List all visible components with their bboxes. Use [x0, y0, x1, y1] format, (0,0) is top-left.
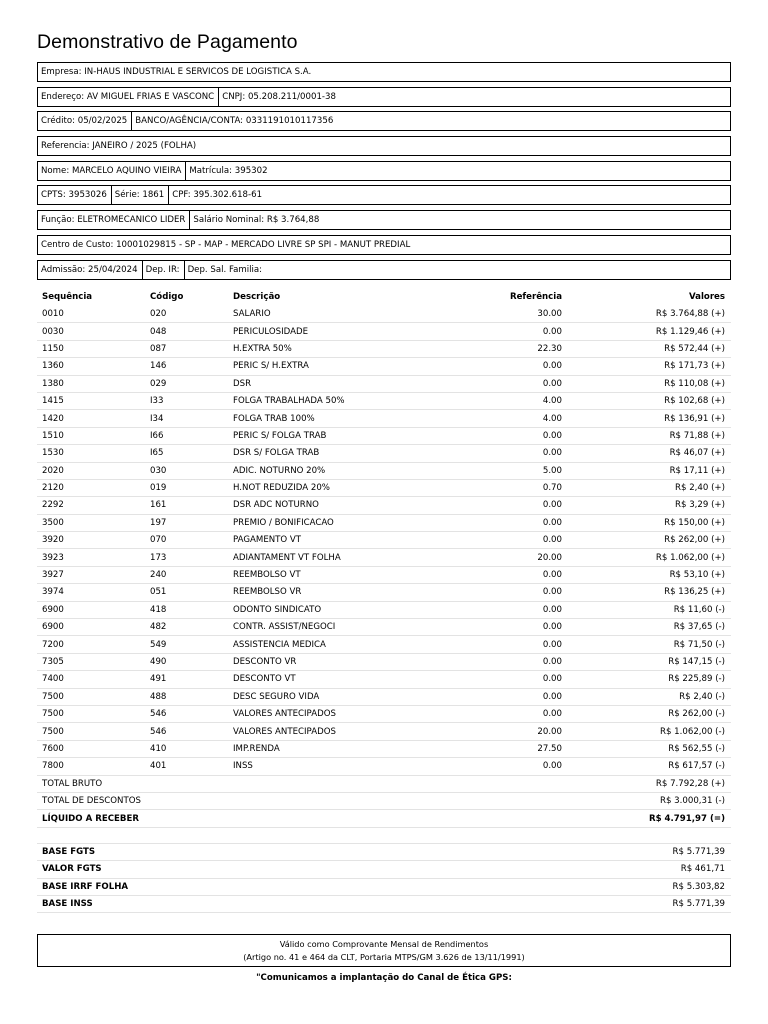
value-cell: R$ 225,89 (-) [568, 671, 731, 688]
description-cell: ADIANTAMENT VT FOLHA [228, 549, 438, 566]
table-row [37, 653, 731, 670]
footer-line-1: Válido como Comprovante Mensal de Rendimentos [279, 939, 489, 949]
description-cell: DESC SEGURO VIDA [228, 688, 438, 705]
sequence-cell: 1530 [37, 445, 145, 462]
base-value: R$ 461,71 [568, 861, 731, 878]
value-cell: R$ 102,68 (+) [568, 392, 731, 409]
description-cell: DSR ADC NOTURNO [228, 497, 438, 514]
sequence-cell: 7500 [37, 688, 145, 705]
value-cell: R$ 171,73 (+) [568, 358, 731, 375]
description-cell: INSS [228, 758, 438, 775]
total-deductions-label: TOTAL DE DESCONTOS [37, 792, 228, 809]
code-cell: 418 [145, 601, 228, 618]
sequence-cell: 2120 [37, 479, 145, 496]
sequence-cell: 6900 [37, 619, 145, 636]
value-cell: R$ 1.062,00 (-) [568, 723, 731, 740]
total-deductions-row [37, 792, 731, 809]
description-cell: FOLGA TRAB 100% [228, 410, 438, 427]
description-cell: DESCONTO VR [228, 653, 438, 670]
reference-cell: 0.00 [438, 323, 568, 340]
table-row [37, 566, 731, 583]
base-row [37, 843, 731, 860]
reference-cell: 4.00 [438, 392, 568, 409]
base-value: R$ 5.771,39 [568, 895, 731, 912]
description-cell: ADIC. NOTURNO 20% [228, 462, 438, 479]
sequence-cell: 2020 [37, 462, 145, 479]
column-code: Código [150, 291, 184, 302]
description-cell: REEMBOLSO VT [228, 566, 438, 583]
value-cell: R$ 136,91 (+) [568, 410, 731, 427]
table-row [37, 445, 731, 462]
job-function: Função: ELETROMECANICO LIDER [38, 211, 190, 229]
value-cell: R$ 71,88 (+) [568, 427, 731, 444]
value-cell: R$ 562,55 (-) [568, 740, 731, 757]
ctps: CPTS: 3953026 [38, 186, 112, 204]
column-sequence: Sequência [42, 291, 93, 302]
code-cell: I66 [145, 427, 228, 444]
description-cell: DESCONTO VT [228, 671, 438, 688]
value-cell: R$ 2,40 (-) [568, 688, 731, 705]
ethics-notice: "Comunicamos a implantação do Canal de Ética GPS: [256, 973, 512, 983]
value-cell: R$ 262,00 (-) [568, 705, 731, 722]
credit-box [37, 111, 731, 131]
nominal-salary: Salário Nominal: R$ 3.764,88 [193, 215, 320, 225]
base-label: VALOR FGTS [37, 861, 228, 878]
code-cell: 410 [145, 740, 228, 757]
base-row [37, 861, 731, 878]
payslip-table [37, 287, 731, 913]
cost-center-box [37, 235, 731, 255]
value-cell: R$ 262,00 (+) [568, 532, 731, 549]
value-cell: R$ 53,10 (+) [568, 566, 731, 583]
code-cell: 161 [145, 497, 228, 514]
code-cell: 491 [145, 671, 228, 688]
cpf: CPF: 395.302.618-61 [172, 190, 263, 200]
dependents-family: Dep. Sal. Familia: [187, 265, 263, 275]
sequence-cell: 3927 [37, 566, 145, 583]
sequence-cell: 0030 [37, 323, 145, 340]
reference-cell: 20.00 [438, 723, 568, 740]
sequence-cell: 7500 [37, 723, 145, 740]
code-cell: I65 [145, 445, 228, 462]
sequence-cell: 7200 [37, 636, 145, 653]
column-values: Valores [688, 291, 725, 302]
table-row [37, 358, 731, 375]
code-cell: 546 [145, 705, 228, 722]
reference-cell: 0.00 [438, 619, 568, 636]
sequence-cell: 1510 [37, 427, 145, 444]
table-row [37, 497, 731, 514]
sequence-cell: 1360 [37, 358, 145, 375]
code-cell: 173 [145, 549, 228, 566]
column-description: Descrição [233, 291, 281, 302]
description-cell: DSR [228, 375, 438, 392]
registration: Matrícula: 395302 [189, 166, 268, 176]
reference-cell: 0.00 [438, 445, 568, 462]
table-row [37, 723, 731, 740]
total-gross-row [37, 775, 731, 792]
description-cell: ASSISTENCIA MEDICA [228, 636, 438, 653]
code-cell: 087 [145, 340, 228, 357]
sequence-cell: 3974 [37, 584, 145, 601]
value-cell: R$ 150,00 (+) [568, 514, 731, 531]
base-value: R$ 5.303,82 [568, 878, 731, 895]
sequence-cell: 3500 [37, 514, 145, 531]
code-cell: 546 [145, 723, 228, 740]
sequence-cell: 7600 [37, 740, 145, 757]
net-pay-row [37, 810, 731, 827]
table-header [37, 287, 731, 306]
reference-cell: 0.00 [438, 566, 568, 583]
code-cell: 240 [145, 566, 228, 583]
value-cell: R$ 1.062,00 (+) [568, 549, 731, 566]
code-cell: I33 [145, 392, 228, 409]
serie: Série: 1861 [112, 186, 169, 204]
sequence-cell: 3920 [37, 532, 145, 549]
reference-cell: 0.00 [438, 705, 568, 722]
description-cell: CONTR. ASSIST/NEGOCI [228, 619, 438, 636]
reference-cell: 0.00 [438, 514, 568, 531]
value-cell: R$ 71,50 (-) [568, 636, 731, 653]
reference-cell: 0.00 [438, 497, 568, 514]
base-value: R$ 5.771,39 [568, 843, 731, 860]
sequence-cell: 0010 [37, 306, 145, 323]
description-cell: ODONTO SINDICATO [228, 601, 438, 618]
description-cell: H.EXTRA 50% [228, 340, 438, 357]
reference-cell: 20.00 [438, 549, 568, 566]
table-row [37, 306, 731, 323]
bank-account: BANCO/AGÊNCIA/CONTA: 0331191010117356 [135, 116, 334, 126]
legal-footer [37, 934, 731, 967]
table-row [37, 758, 731, 775]
sequence-cell: 3923 [37, 549, 145, 566]
net-pay-value: R$ 4.791,97 (=) [568, 810, 731, 827]
table-row [37, 601, 731, 618]
reference-cell: 0.00 [438, 671, 568, 688]
description-cell: VALORES ANTECIPADOS [228, 723, 438, 740]
value-cell: R$ 3,29 (+) [568, 497, 731, 514]
reference: Referencia: JANEIRO / 2025 (FOLHA) [41, 141, 197, 151]
description-cell: PERICULOSIDADE [228, 323, 438, 340]
table-row [37, 584, 731, 601]
employee-name: Nome: MARCELO AQUINO VIEIRA [38, 162, 186, 180]
table-row [37, 427, 731, 444]
code-cell: 401 [145, 758, 228, 775]
sequence-cell: 7305 [37, 653, 145, 670]
sequence-cell: 6900 [37, 601, 145, 618]
reference-cell: 0.00 [438, 636, 568, 653]
description-cell: VALORES ANTECIPADOS [228, 705, 438, 722]
value-cell: R$ 110,08 (+) [568, 375, 731, 392]
net-pay-label: LÍQUIDO A RECEBER [37, 810, 228, 827]
sequence-cell: 1415 [37, 392, 145, 409]
value-cell: R$ 2,40 (+) [568, 479, 731, 496]
code-cell: 070 [145, 532, 228, 549]
reference-box [37, 136, 731, 156]
code-cell: 197 [145, 514, 228, 531]
code-cell: 030 [145, 462, 228, 479]
value-cell: R$ 136,25 (+) [568, 584, 731, 601]
description-cell: FOLGA TRABALHADA 50% [228, 392, 438, 409]
description-cell: REEMBOLSO VR [228, 584, 438, 601]
reference-cell: 0.00 [438, 375, 568, 392]
sequence-cell: 1380 [37, 375, 145, 392]
company-name: Empresa: IN-HAUS INDUSTRIAL E SERVICOS DE LOGISTICA S.A. [41, 67, 312, 77]
value-cell: R$ 1.129,46 (+) [568, 323, 731, 340]
reference-cell: 0.00 [438, 532, 568, 549]
function-box [37, 210, 731, 230]
footer-line-2: (Artigo no. 41 e 464 da CLT, Portaria MTPS/GM 3.626 de 13/11/1991) [243, 951, 525, 962]
code-cell: 482 [145, 619, 228, 636]
code-cell: 048 [145, 323, 228, 340]
reference-cell: 0.00 [438, 758, 568, 775]
total-gross-value: R$ 7.792,28 (+) [568, 775, 731, 792]
employee-box [37, 161, 731, 181]
reference-cell: 4.00 [438, 410, 568, 427]
admission-date: Admissão: 25/04/2024 [38, 261, 143, 279]
address-box [37, 87, 731, 107]
reference-cell: 0.00 [438, 427, 568, 444]
reference-cell: 0.00 [438, 688, 568, 705]
reference-cell: 0.70 [438, 479, 568, 496]
base-label: BASE IRRF FOLHA [37, 878, 228, 895]
description-cell: DSR S/ FOLGA TRAB [228, 445, 438, 462]
code-cell: 146 [145, 358, 228, 375]
description-cell: PREMIO / BONIFICACAO [228, 514, 438, 531]
reference-cell: 0.00 [438, 653, 568, 670]
cost-center: Centro de Custo: 10001029815 - SP - MAP - MERCADO LIVRE SP SPI - MANUT PREDIAL [41, 240, 411, 250]
reference-cell: 27.50 [438, 740, 568, 757]
table-row [37, 532, 731, 549]
table-row [37, 671, 731, 688]
table-row [37, 375, 731, 392]
table-row [37, 410, 731, 427]
admission-box [37, 260, 731, 280]
column-reference: Referência [509, 291, 562, 302]
dependents-ir: Dep. IR: [143, 261, 185, 279]
code-cell: 019 [145, 479, 228, 496]
code-cell: 549 [145, 636, 228, 653]
reference-cell: 0.00 [438, 601, 568, 618]
code-cell: 020 [145, 306, 228, 323]
sequence-cell: 7500 [37, 705, 145, 722]
description-cell: IMP.RENDA [228, 740, 438, 757]
base-label: BASE FGTS [37, 843, 228, 860]
table-row [37, 705, 731, 722]
documents-box [37, 185, 731, 205]
spacer-row [37, 827, 731, 843]
value-cell: R$ 617,57 (-) [568, 758, 731, 775]
base-label: BASE INSS [37, 895, 228, 912]
page-title: Demonstrativo de Pagamento [37, 31, 298, 53]
address: Endereço: AV MIGUEL FRIAS E VASCONC [38, 88, 219, 106]
table-row [37, 619, 731, 636]
cnpj: CNPJ: 05.208.211/0001-38 [222, 92, 336, 102]
value-cell: R$ 147,15 (-) [568, 653, 731, 670]
description-cell: PERIC S/ H.EXTRA [228, 358, 438, 375]
code-cell: 029 [145, 375, 228, 392]
description-cell: H.NOT REDUZIDA 20% [228, 479, 438, 496]
credit-date: Crédito: 05/02/2025 [38, 112, 132, 130]
table-row [37, 479, 731, 496]
description-cell: PERIC S/ FOLGA TRAB [228, 427, 438, 444]
reference-cell: 0.00 [438, 358, 568, 375]
reference-cell: 5.00 [438, 462, 568, 479]
total-gross-label: TOTAL BRUTO [37, 775, 228, 792]
reference-cell: 0.00 [438, 584, 568, 601]
table-row [37, 462, 731, 479]
reference-cell: 30.00 [438, 306, 568, 323]
table-row [37, 688, 731, 705]
table-row [37, 340, 731, 357]
value-cell: R$ 11,60 (-) [568, 601, 731, 618]
value-cell: R$ 37,65 (-) [568, 619, 731, 636]
table-row [37, 740, 731, 757]
table-row [37, 549, 731, 566]
description-cell: PAGAMENTO VT [228, 532, 438, 549]
description-cell: SALARIO [228, 306, 438, 323]
value-cell: R$ 572,44 (+) [568, 340, 731, 357]
company-box [37, 62, 731, 82]
table-row [37, 636, 731, 653]
base-row [37, 895, 731, 912]
sequence-cell: 1420 [37, 410, 145, 427]
code-cell: 490 [145, 653, 228, 670]
base-row [37, 878, 731, 895]
code-cell: 488 [145, 688, 228, 705]
sequence-cell: 1150 [37, 340, 145, 357]
total-deductions-value: R$ 3.000,31 (-) [568, 792, 731, 809]
value-cell: R$ 3.764,88 (+) [568, 306, 731, 323]
value-cell: R$ 17,11 (+) [568, 462, 731, 479]
table-row [37, 392, 731, 409]
table-row [37, 323, 731, 340]
table-row [37, 514, 731, 531]
sequence-cell: 7800 [37, 758, 145, 775]
reference-cell: 22.30 [438, 340, 568, 357]
value-cell: R$ 46,07 (+) [568, 445, 731, 462]
sequence-cell: 7400 [37, 671, 145, 688]
code-cell: I34 [145, 410, 228, 427]
sequence-cell: 2292 [37, 497, 145, 514]
code-cell: 051 [145, 584, 228, 601]
